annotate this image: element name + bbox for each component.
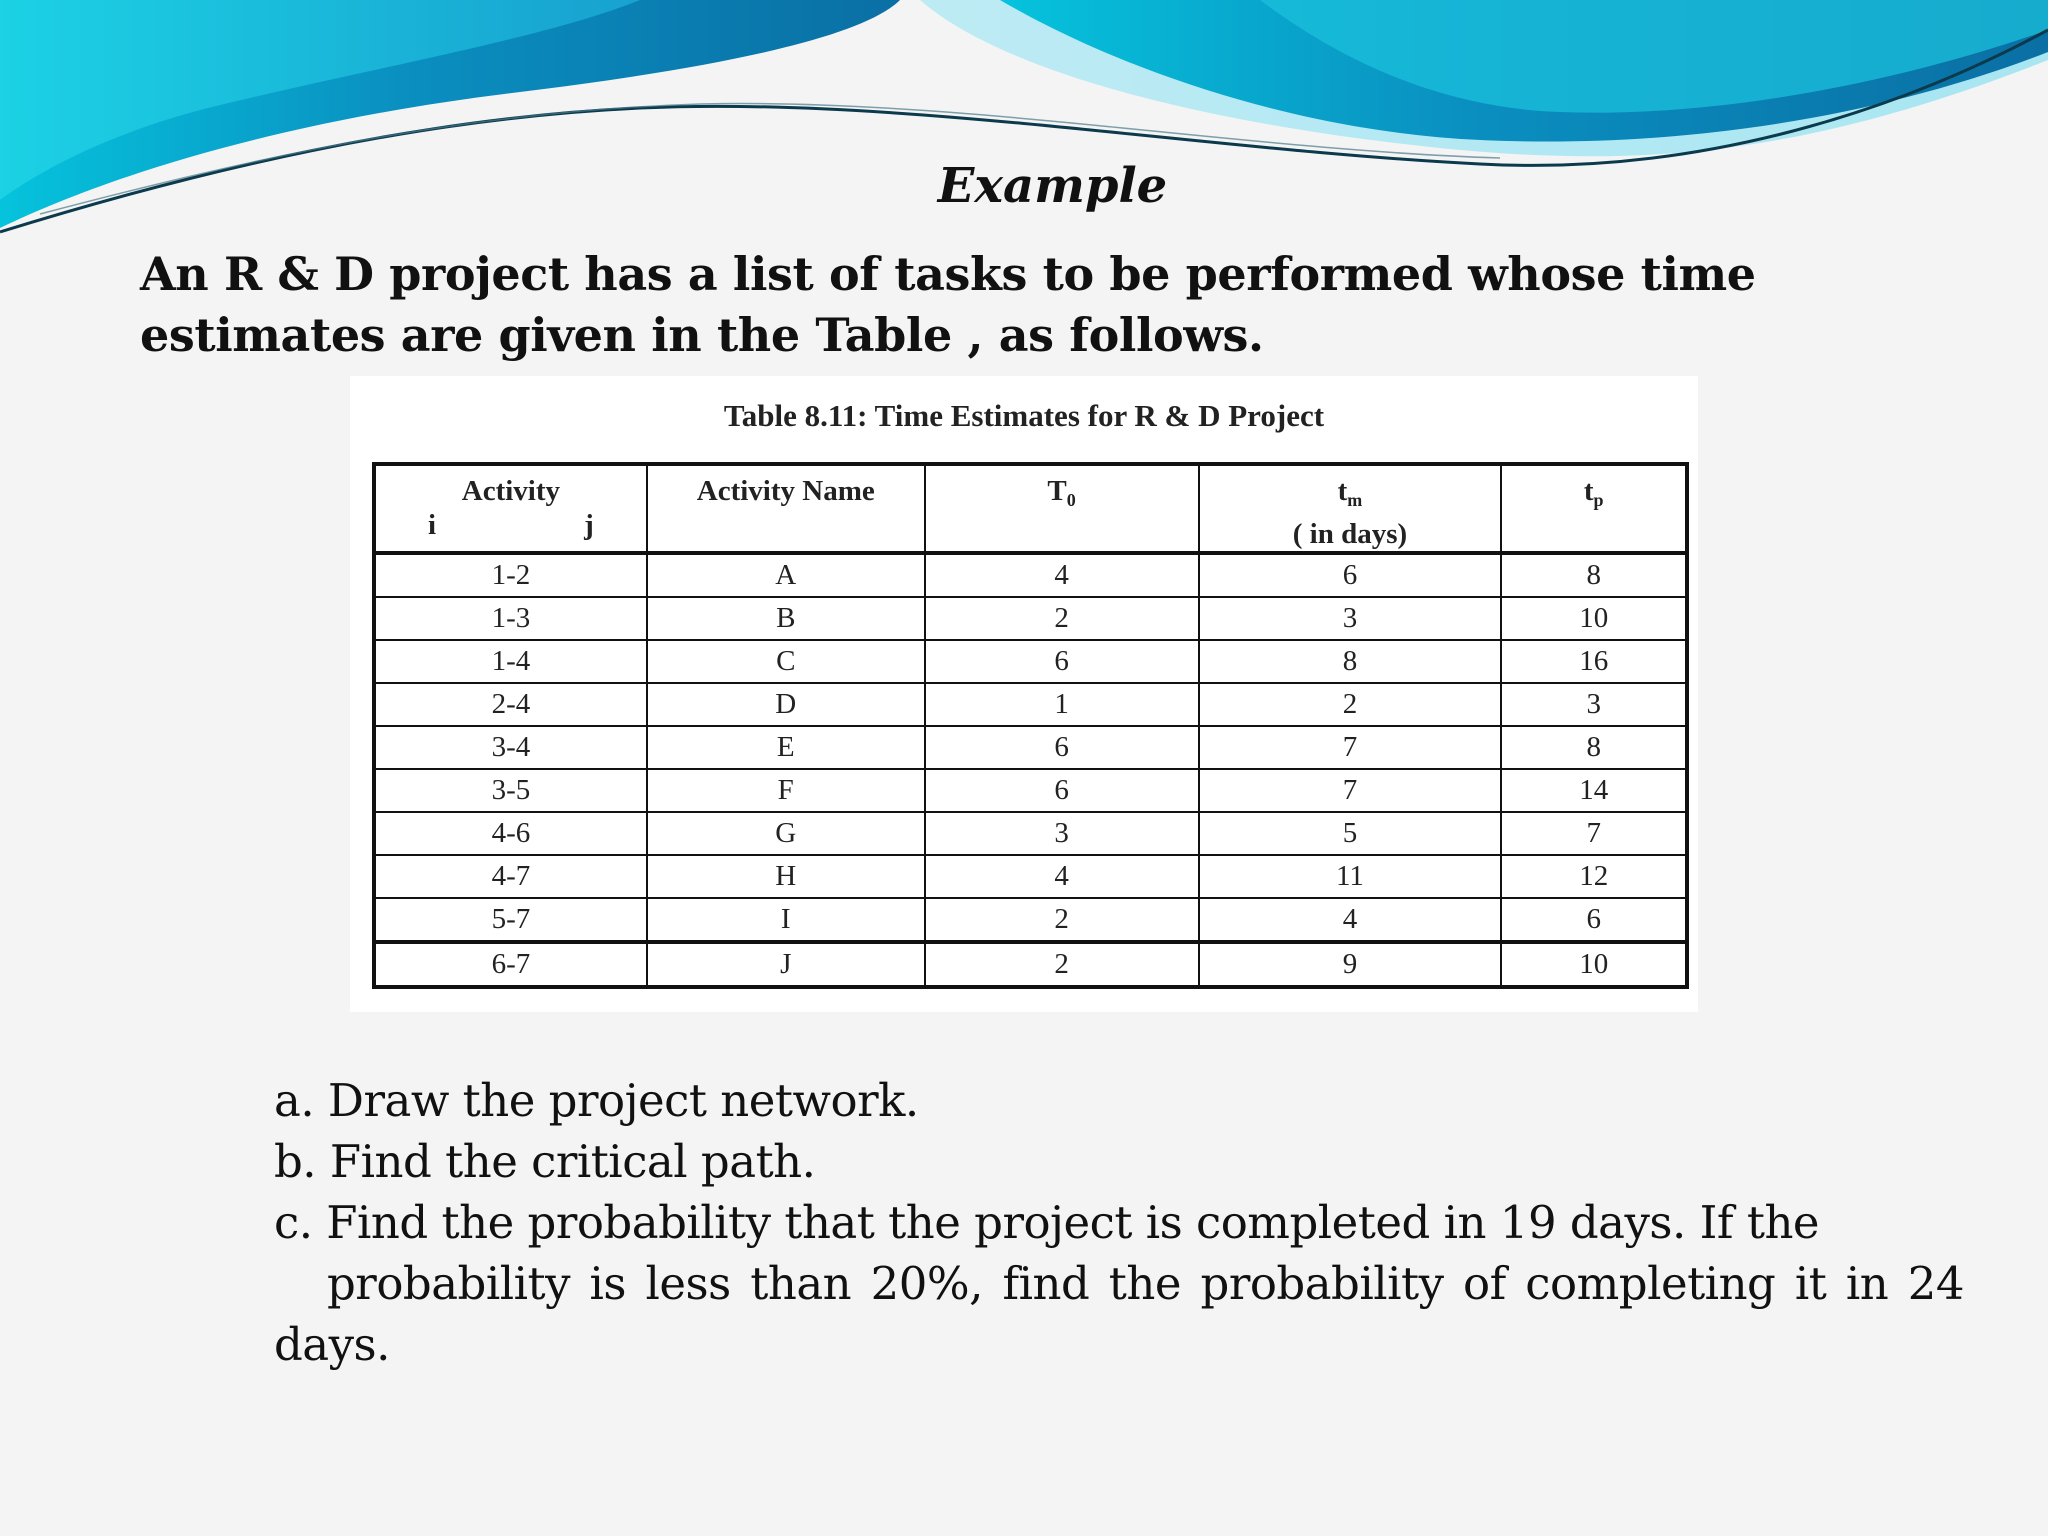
table-caption: Table 8.11: Time Estimates for R & D Project	[723, 398, 1325, 433]
cell-t0: 4	[925, 855, 1199, 898]
time-estimates-table	[372, 462, 1689, 989]
cell-tp: 14	[1501, 769, 1687, 812]
cell-t0: 6	[925, 726, 1199, 769]
cell-t0: 2	[925, 898, 1199, 942]
cell-activity: 1-2	[374, 553, 647, 597]
question-c-line-2: probability is less than 20%, find the probability of completing it in 24	[327, 1257, 1964, 1310]
cell-name: J	[647, 942, 925, 987]
cell-tp: 10	[1501, 942, 1687, 987]
cell-name: C	[647, 640, 925, 683]
table-row	[374, 597, 1687, 640]
header-activity-label: Activity	[461, 475, 561, 507]
question-a: a. Draw the project network.	[274, 1074, 919, 1127]
table-row	[374, 942, 1687, 987]
cell-activity: 3-4	[374, 726, 647, 769]
header-t0: $T_0$	[925, 464, 1199, 553]
slide-title: Example	[937, 158, 1168, 214]
cell-tp: 8	[1501, 726, 1687, 769]
question-c-line-3: days.	[274, 1318, 390, 1371]
cell-tm: 7	[1199, 769, 1502, 812]
table-row	[374, 726, 1687, 769]
cell-name: F	[647, 769, 925, 812]
table-header-row	[374, 464, 1687, 553]
cell-name: B	[647, 597, 925, 640]
question-b: b. Find the critical path.	[274, 1135, 816, 1188]
cell-t0: 6	[925, 640, 1199, 683]
cell-tm: 2	[1199, 683, 1502, 726]
header-i: i	[428, 509, 437, 541]
cell-t0: 3	[925, 812, 1199, 855]
cell-tm: 11	[1199, 855, 1502, 898]
table-row	[374, 640, 1687, 683]
cell-tm: 7	[1199, 726, 1502, 769]
cell-tp: 12	[1501, 855, 1687, 898]
cell-name: H	[647, 855, 925, 898]
cell-tm: 3	[1199, 597, 1502, 640]
cell-tm: 5	[1199, 812, 1502, 855]
cell-tp: 8	[1501, 553, 1687, 597]
cell-t0: 1	[925, 683, 1199, 726]
cell-tm: 9	[1199, 942, 1502, 987]
table-row	[374, 769, 1687, 812]
header-activity	[374, 464, 647, 553]
cell-activity: 4-6	[374, 812, 647, 855]
header-activity-name: Activity Name	[647, 464, 925, 553]
cell-tp: 3	[1501, 683, 1687, 726]
table-row	[374, 683, 1687, 726]
cell-tp: 10	[1501, 597, 1687, 640]
cell-tm: 6	[1199, 553, 1502, 597]
cell-activity: 1-4	[374, 640, 647, 683]
cell-activity: 4-7	[374, 855, 647, 898]
cell-t0: 2	[925, 942, 1199, 987]
header-ij	[376, 508, 646, 542]
header-tm: $t_m$ ( in days)	[1199, 464, 1502, 553]
table-panel	[350, 376, 1698, 1012]
question-c-line-1: c. Find the probability that the project is completed in 19 days. If the	[274, 1196, 1820, 1249]
cell-name: I	[647, 898, 925, 942]
cell-tp: 6	[1501, 898, 1687, 942]
cell-activity: 5-7	[374, 898, 647, 942]
cell-name: G	[647, 812, 925, 855]
table-row	[374, 812, 1687, 855]
cell-activity: 2-4	[374, 683, 647, 726]
question-list	[274, 1070, 1964, 1375]
cell-name: D	[647, 683, 925, 726]
cell-t0: 6	[925, 769, 1199, 812]
cell-activity: 3-5	[374, 769, 647, 812]
cell-activity: 1-3	[374, 597, 647, 640]
cell-t0: 4	[925, 553, 1199, 597]
table-row	[374, 898, 1687, 942]
cell-activity: 6-7	[374, 942, 647, 987]
intro-paragraph: An R & D project has a list of tasks to be performed whose time estimates are given in the Table , as follows.	[140, 247, 1756, 362]
cell-tm: 8	[1199, 640, 1502, 683]
table-row	[374, 553, 1687, 597]
cell-tm: 4	[1199, 898, 1502, 942]
cell-name: E	[647, 726, 925, 769]
cell-tp: 16	[1501, 640, 1687, 683]
header-tm-unit: ( in days)	[1292, 518, 1408, 550]
header-tp: $t_p$	[1501, 464, 1687, 553]
table-row	[374, 855, 1687, 898]
cell-name: A	[647, 553, 925, 597]
cell-t0: 2	[925, 597, 1199, 640]
cell-tp: 7	[1501, 812, 1687, 855]
header-j: j	[584, 509, 594, 541]
